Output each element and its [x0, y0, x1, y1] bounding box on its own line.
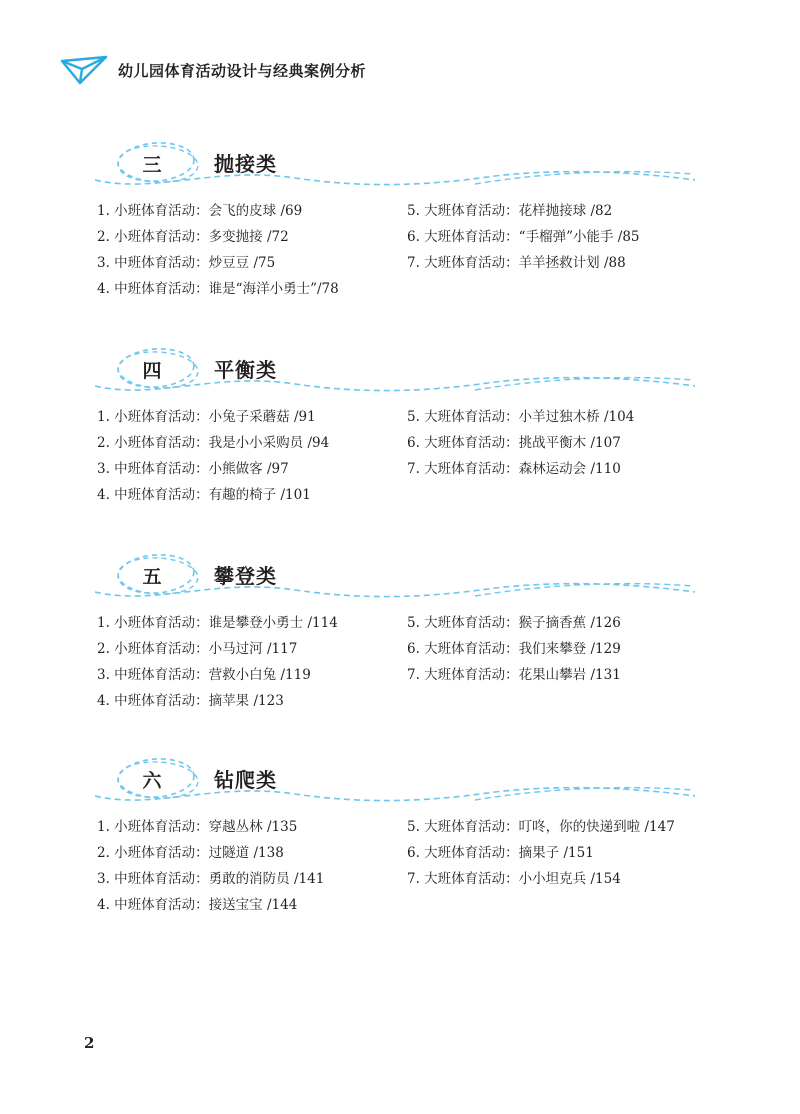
list-item[interactable]: 3. 中班体育活动：炒豆豆 /75 [97, 255, 276, 271]
list-item[interactable]: 4. 中班体育活动：有趣的椅子 /101 [97, 487, 311, 503]
list-item[interactable]: 4. 中班体育活动：谁是“海洋小勇士”/78 [97, 281, 339, 297]
section-number: 四 [142, 360, 162, 382]
list-item[interactable]: 5. 大班体育活动：猴子摘香蕉 /126 [407, 615, 621, 631]
list-item[interactable]: 1. 小班体育活动：谁是攀登小勇士 /114 [97, 615, 338, 631]
section-title: 抛接类 [214, 152, 277, 176]
list-item[interactable]: 7. 大班体育活动：羊羊拯救计划 /88 [407, 255, 626, 271]
left-column [97, 404, 329, 508]
left-column [97, 814, 324, 918]
list-item[interactable]: 6. 大班体育活动：“手榴弹”小能手 /85 [407, 229, 640, 245]
list-item[interactable]: 7. 大班体育活动：花果山攀岩 /131 [407, 667, 621, 683]
list-item[interactable]: 5. 大班体育活动：叮咚，你的快递到啦 /147 [407, 819, 675, 835]
list-item[interactable]: 3. 中班体育活动：勇敢的消防员 /141 [97, 871, 325, 887]
list-item[interactable]: 3. 中班体育活动：小熊做客 /97 [97, 461, 289, 477]
list-item[interactable]: 6. 大班体育活动：挑战平衡木 /107 [407, 435, 621, 451]
dashed-wave-divider [95, 780, 695, 810]
list-item[interactable]: 2. 小班体育活动：多变抛接 /72 [97, 229, 289, 245]
section-catch-throw [0, 140, 800, 297]
right-column [407, 610, 621, 688]
section-title: 攀登类 [214, 564, 277, 588]
list-item[interactable]: 1. 小班体育活动：穿越丛林 /135 [97, 819, 298, 835]
list-item[interactable]: 7. 大班体育活动：森林运动会 /110 [407, 461, 621, 477]
dashed-wave-divider [95, 370, 695, 400]
list-item[interactable]: 5. 大班体育活动：花样抛接球 /82 [407, 203, 613, 219]
section-balance [0, 346, 800, 503]
list-item[interactable]: 4. 中班体育活动：接送宝宝 /144 [97, 897, 298, 913]
section-number: 六 [142, 770, 162, 792]
list-item[interactable]: 6. 大班体育活动：我们来攀登 /129 [407, 641, 621, 657]
right-column [407, 404, 634, 482]
page-header [60, 52, 366, 88]
list-item[interactable]: 3. 中班体育活动：营救小白兔 /119 [97, 667, 311, 683]
paper-plane-icon [60, 55, 108, 85]
right-column [407, 814, 675, 892]
section-number: 五 [142, 566, 162, 588]
right-column [407, 198, 640, 276]
section-crawling [0, 756, 800, 913]
list-item[interactable]: 2. 小班体育活动：小马过河 /117 [97, 641, 298, 657]
left-column [97, 610, 338, 714]
list-item[interactable]: 6. 大班体育活动：摘果子 /151 [407, 845, 594, 861]
list-item[interactable]: 7. 大班体育活动：小小坦克兵 /154 [407, 871, 621, 887]
section-title: 钻爬类 [214, 768, 277, 792]
list-item[interactable]: 2. 小班体育活动：过隧道 /138 [97, 845, 284, 861]
list-item[interactable]: 1. 小班体育活动：会飞的皮球 /69 [97, 203, 303, 219]
list-item[interactable]: 5. 大班体育活动：小羊过独木桥 /104 [407, 409, 635, 425]
section-title: 平衡类 [214, 358, 277, 382]
left-column [97, 198, 339, 302]
page-number: 2 [84, 1034, 95, 1052]
list-item[interactable]: 4. 中班体育活动：摘苹果 /123 [97, 693, 284, 709]
section-number: 三 [142, 154, 162, 176]
list-item[interactable]: 2. 小班体育活动：我是小小采购员 /94 [97, 435, 330, 451]
section-climbing [0, 552, 800, 709]
dashed-wave-divider [95, 164, 695, 194]
dashed-wave-divider [95, 576, 695, 606]
book-title: 幼儿园体育活动设计与经典案例分析 [118, 61, 367, 80]
list-item[interactable]: 1. 小班体育活动：小兔子采蘑菇 /91 [97, 409, 316, 425]
